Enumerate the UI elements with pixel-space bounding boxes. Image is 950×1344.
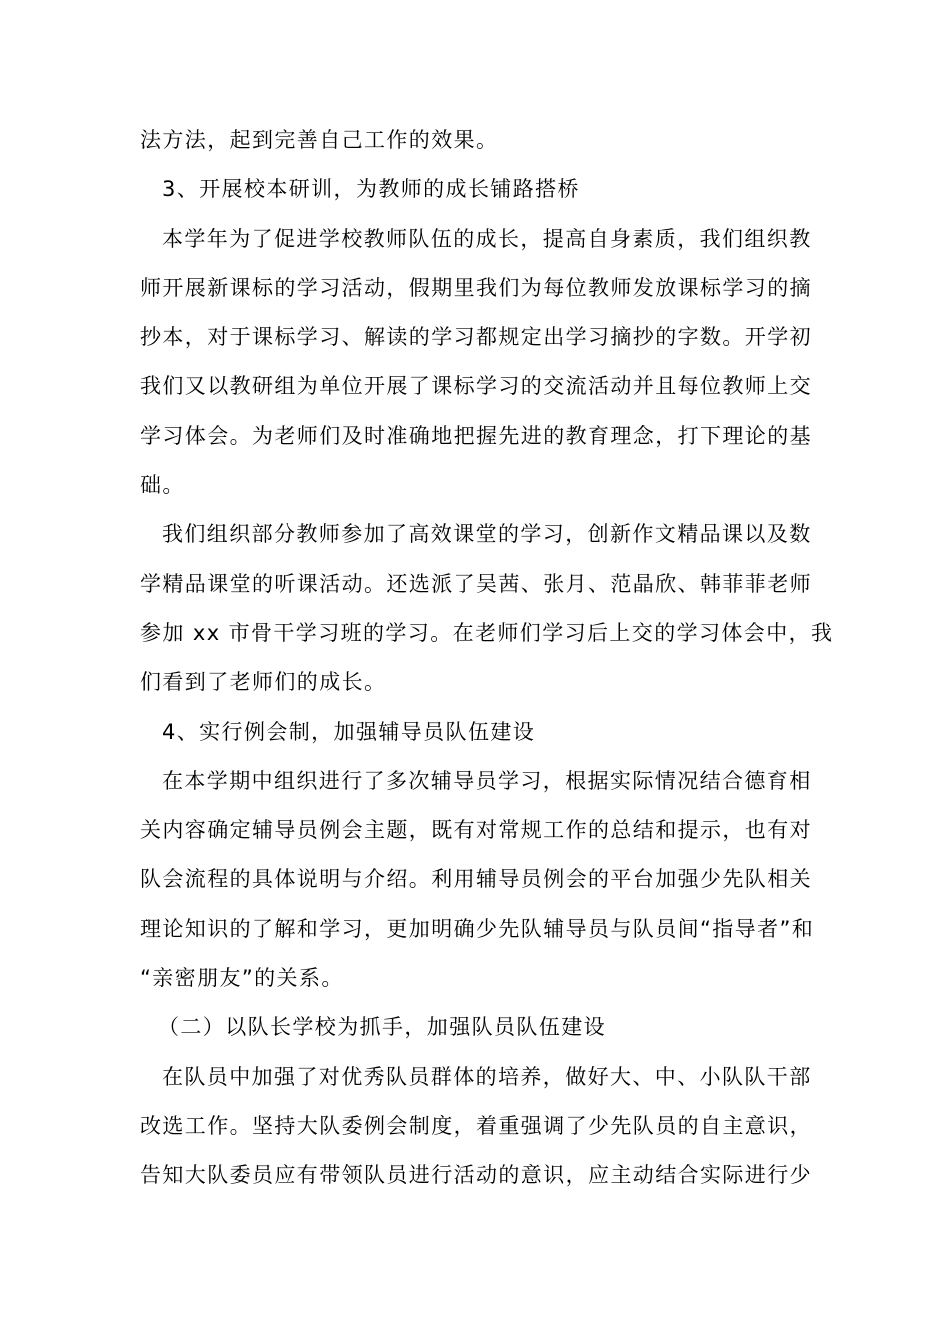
- section-heading: 3、开展校本研训，为教师的成长铺路搭桥: [162, 177, 580, 202]
- text-line: 参加 xx 市骨干学习班的学习。在老师们学习后上交的学习体会中，我: [140, 620, 834, 645]
- text-line: 我们组织部分教师参加了高效课堂的学习，创新作文精品课以及数: [162, 522, 812, 547]
- text-line: 们看到了老师们的成长。: [140, 670, 387, 695]
- text-line: 关内容确定辅导员例会主题，既有对常规工作的总结和提示，也有对: [140, 818, 812, 843]
- section-heading: 4、实行例会制，加强辅导员队伍建设: [162, 719, 536, 744]
- text-line: 本学年为了促进学校教师队伍的成长，提高自身素质，我们组织教: [162, 226, 812, 251]
- section-heading: （二）以队长学校为抓手，加强队员队伍建设: [158, 1015, 606, 1040]
- text-line: 我们又以教研组为单位开展了课标学习的交流活动并且每位教师上交: [140, 374, 812, 399]
- text-line: 学习体会。为老师们及时准确地把握先进的教育理念，打下理论的基: [140, 423, 812, 448]
- text-line: 在本学期中组织进行了多次辅导员学习，根据实际情况结合德育相: [162, 768, 812, 793]
- text-line: “亲密朋友”的关系。: [140, 966, 344, 991]
- text-line: 法方法，起到完善自己工作的效果。: [140, 128, 499, 152]
- text-line: 抄本，对于课标学习、解读的学习都规定出学习摘抄的字数。开学初: [140, 325, 812, 350]
- text-line: 在队员中加强了对优秀队员群体的培养，做好大、中、小队队干部: [162, 1064, 812, 1089]
- text-line: 师开展新课标的学习活动，假期里我们为每位教师发放课标学习的摘: [140, 275, 812, 300]
- text-line: 理论知识的了解和学习，更加明确少先队辅导员与队员间“指导者”和: [140, 916, 815, 941]
- text-line: 础。: [140, 473, 185, 498]
- text-line: 学精品课堂的听课活动。还选派了吴茜、张月、范晶欣、韩菲菲老师: [140, 571, 812, 596]
- text-line: 改选工作。坚持大队委例会制度，着重强调了少先队员的自主意识，: [140, 1113, 812, 1138]
- text-line: 队会流程的具体说明与介绍。利用辅导员例会的平台加强少先队相关: [140, 867, 812, 892]
- document-body: [140, 116, 834, 1201]
- text-line: 告知大队委员应有带领队员进行活动的意识，应主动结合实际进行少: [140, 1163, 812, 1188]
